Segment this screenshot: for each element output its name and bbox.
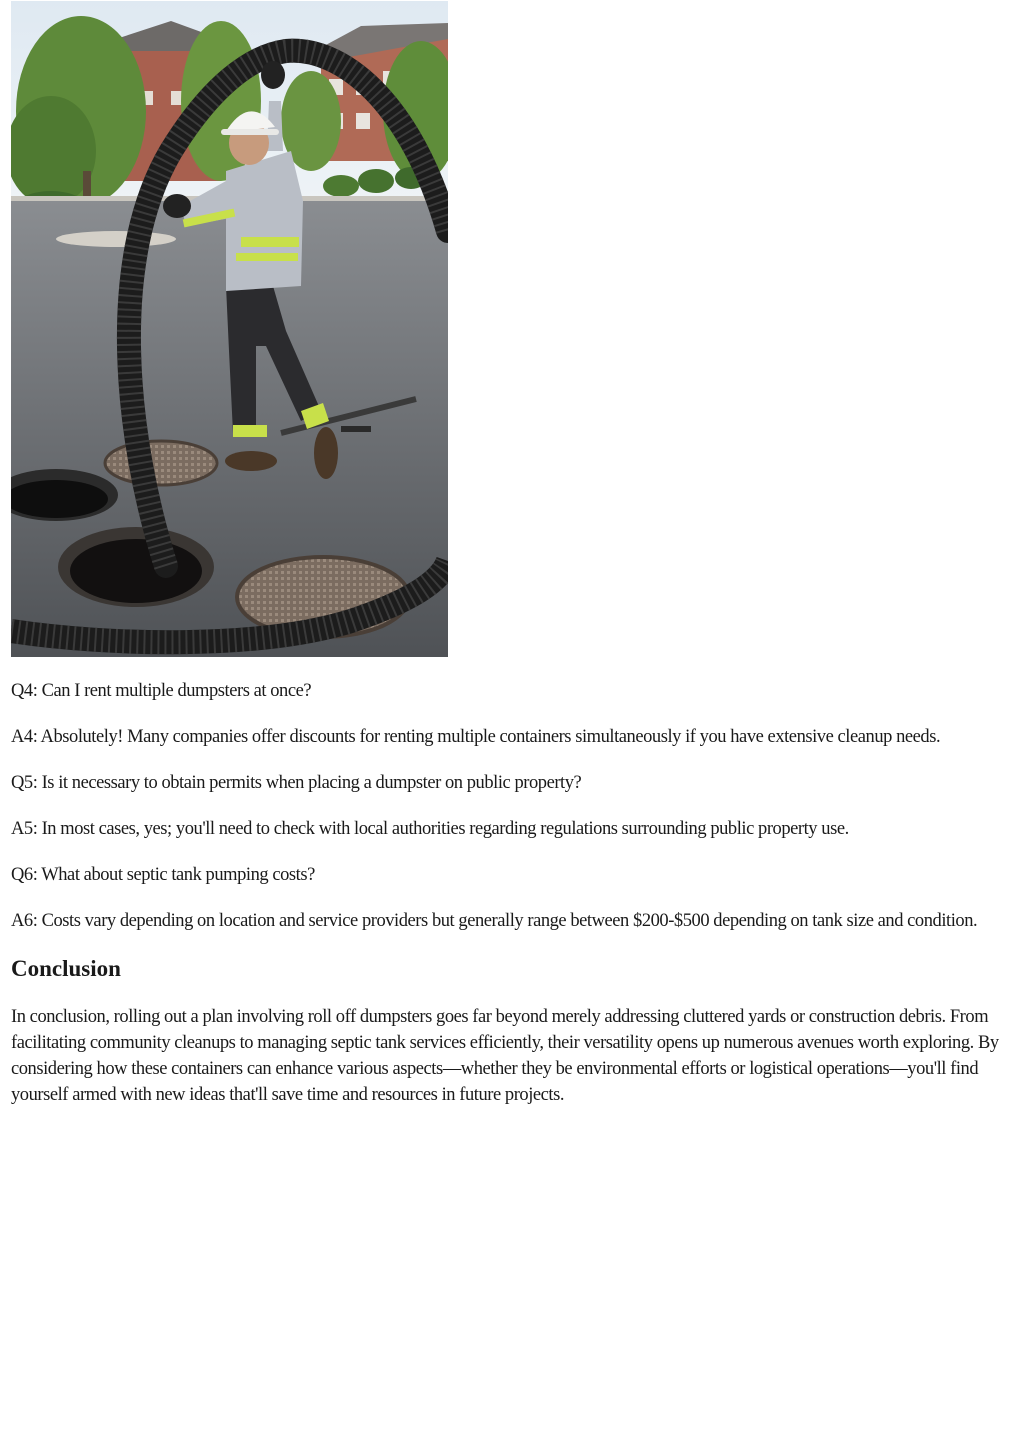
septic-worker-photo bbox=[11, 1, 448, 657]
faq-question-6: Q6: What about septic tank pumping costs? bbox=[11, 865, 315, 885]
faq-question-5: Q5: Is it necessary to obtain permits when placing a dumpster on public property? bbox=[11, 773, 582, 793]
faq-answer-6: A6: Costs vary depending on location and service providers but generally range between $200-$500 depending on tank size and condition. bbox=[11, 911, 978, 931]
article-body bbox=[11, 678, 1011, 1128]
faq-answer-4: A4: Absolutely! Many companies offer discounts for renting multiple containers simultaneously if you have extensive cleanup needs. bbox=[11, 727, 941, 747]
faq-answer-5: A5: In most cases, yes; you'll need to check with local authorities regarding regulations surrounding public property use. bbox=[11, 819, 849, 839]
conclusion-heading: Conclusion bbox=[11, 956, 121, 981]
faq-question-4: Q4: Can I rent multiple dumpsters at once? bbox=[11, 681, 312, 701]
conclusion-paragraph: In conclusion, rolling out a plan involving roll off dumpsters goes far beyond merely addressing cluttered yards or construction debris. From facilitating community cleanups to managing septic tank services efficiently, their versatility opens up numerous avenues worth exploring. By considering how these containers can enhance various aspects—whether they be environmental efforts or logistical operations—you'll find yourself armed with new ideas that'll save time and resources in future projects. bbox=[11, 1007, 999, 1105]
